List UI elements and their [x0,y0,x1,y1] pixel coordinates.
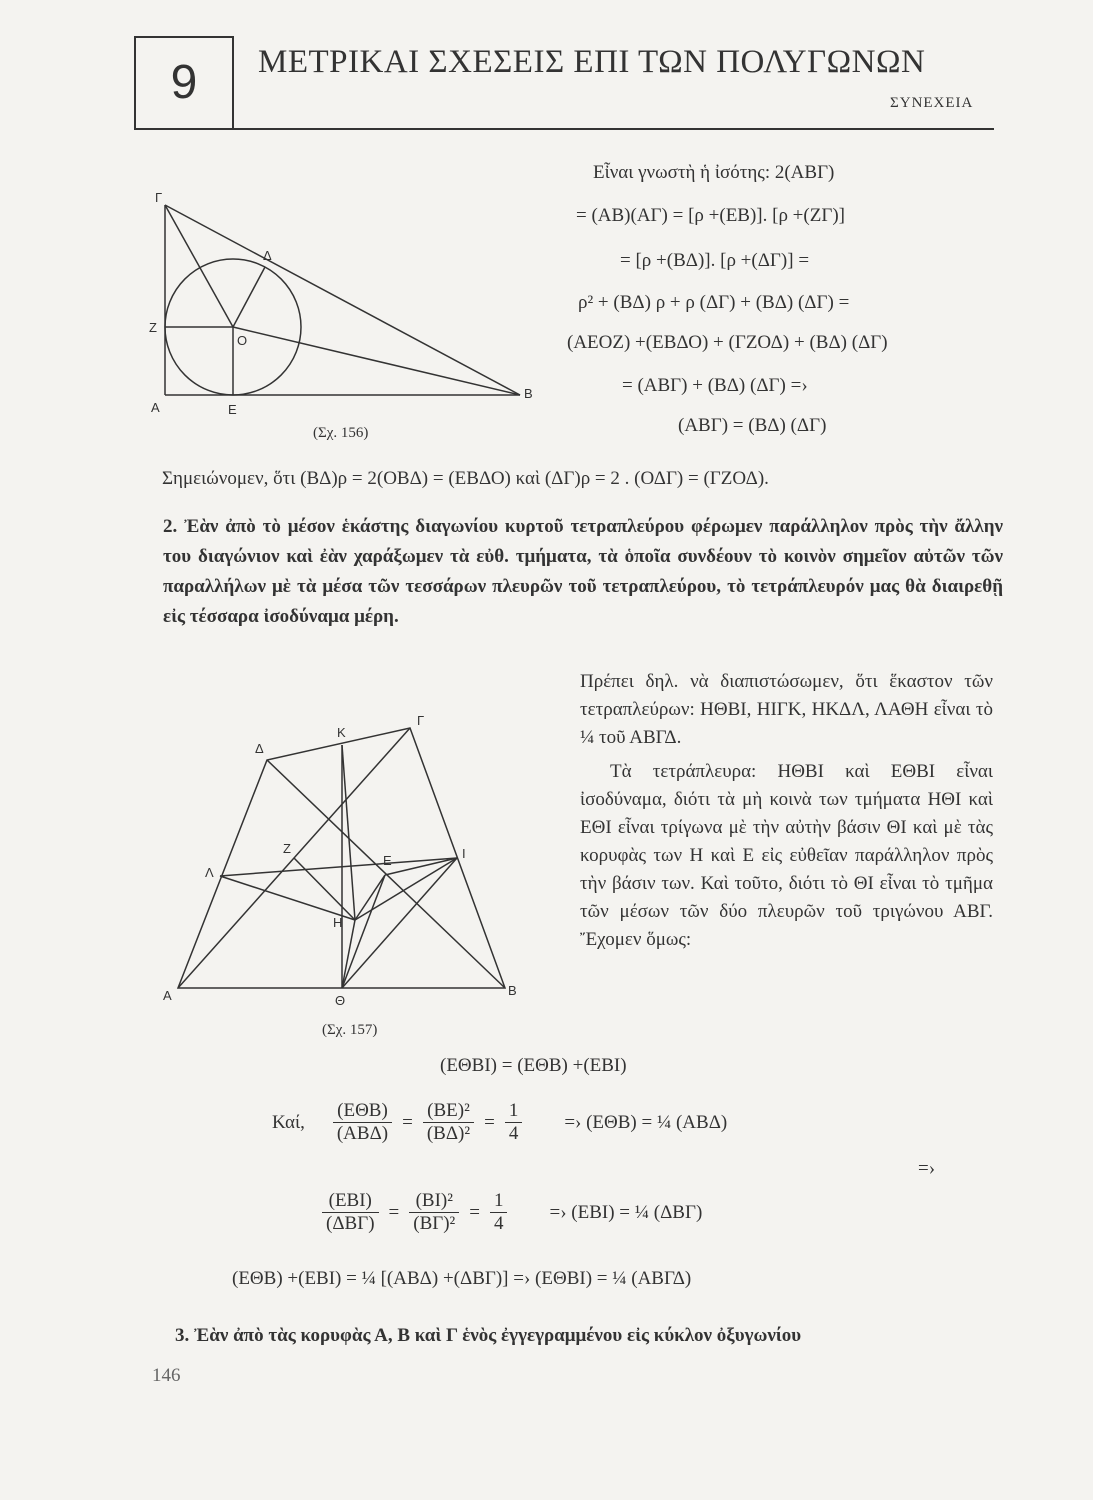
label-th: Θ [335,993,346,1008]
chapter-subtitle: ΣΥΝΕΧΕΙΑ [890,95,974,111]
label-a2: Α [163,988,172,1003]
section-2-paragraph-2: Τὰ τετράπλευρα: ΗΘΒΙ καὶ ΕΘΒΙ εἶναι ἰσοδύναμα, διότι τὰ μὴ κοινὰ των τμήματα ΗΘΙ καὶ ΕΘΙ εἶναι τρίγωνα μὲ τὴν αὐτὴν βάσιν ΘΙ καὶ μὲ τὰς κορυφὰς των Η καὶ Ε εἰς εὐθεῖαν παράλληλον πρὸς τὴν βάσιν των. Καὶ τοῦτο, διότι τὸ ΘΙ εἶναι τὸ τμῆμα τῶν μέσων τῶν δύο πλευρῶν τοῦ τριγώνου ΑΒΓ. Ἔχομεν ὅμως: [580,761,993,950]
label-a: Α [151,400,160,415]
caption-157: (Σχ. 157) [322,1022,378,1038]
radius-od [233,267,265,327]
eq-ratio-1: Καί, $\frac{\text{(ΕΘΒ)}}{\text{(ΑΒΔ)}}$ = $\frac{\text{(ΒΕ)²}}{\text{(ΒΔ)²}}$ = $\frac{1}{4}$ =› (ΕΘΒ) = ¼ (ΑΒΔ) [272,1100,728,1144]
eq-final: (ΕΘΒ) +(ΕΒΙ) = ¼ [(ΑΒΔ) +(ΔΒΓ)] =› (ΕΘΒΙ) = ¼ (ΑΒΓΔ) [232,1268,692,1289]
segment-hl [220,876,355,920]
header-rule [134,128,994,130]
fraction-ethb-abd: $\frac{\text{(ΕΘΒ)}}{\text{(ΑΒΔ)}}$ [333,1100,392,1145]
label-b2: Β [508,983,517,998]
eq-result-2: =› (ΕΒΙ) = ¼ (ΔΒΓ) [549,1201,703,1223]
eq-result-1: =› (ΕΘΒ) = ¼ (ΑΒΔ) [564,1111,728,1133]
fraction-one-quarter-1: $\frac{1}{4}$ [505,1100,523,1145]
segment-the [342,875,385,988]
label-z2: Ζ [283,841,291,856]
eq-line-3: = [ρ +(ΒΔ)]. [ρ +(ΔΓ)] = [620,250,810,271]
label-e2: Ε [383,853,392,868]
label-d2: Δ [255,741,264,756]
section-3-heading: 3. Ἐὰν ἀπὸ τὰς κορυφὰς Α, Β καὶ Γ ἑνὸς ἐγγεγραμμένου εἰς κύκλον ὀξυγωνίου [175,1325,802,1346]
chapter-number-box [134,36,234,130]
section-2-paragraph-1: Πρέπει δηλ. νὰ διαπιστώσωμεν, ὅτι ἕκαστον τῶν τετραπλεύρων: ΗΘΒΙ, ΗΙΓΚ, ΗΚΔΛ, ΛΑΘΗ εἶναι τὸ ¼ τοῦ ΑΒΓΔ. [580,671,993,748]
eq-ethbi-sum: (ΕΘΒΙ) = (ΕΘΒ) +(ΕΒΙ) [440,1055,627,1076]
label-g2: Γ [417,715,425,728]
figure-157 [155,715,535,1015]
bisector-b [233,327,520,395]
label-h: Η [333,915,343,930]
section-2-statement: 2. Ἐὰν ἀπὸ τὸ μέσον ἑκάστης διαγωνίου κυρτοῦ τετραπλεύρου φέρωμεν παράλληλον πρὸς τὴν ἄλλην του διαγώνιον καὶ ἐὰν χαράξωμεν τὰ εὐθ. τμήματα, τὰ ὁποῖα συνδέουν τὸ κοινὸν σημεῖον αὐτῶν τῶν παραλλήλων μὲ τὰ μέσα τῶν τεσσάρων πλευρῶν τοῦ τετραπλεύρου, τὸ τετράπλευρόν μας θὰ διαιρεθῇ εἰς τέσσαρα ἰσοδύναμα μέρη. [163,516,1003,627]
eq-line-2: = (ΑΒ)(ΑΓ) = [ρ +(ΕΒ)]. [ρ +(ΖΓ)] [576,205,845,226]
kai-word: Καί, [272,1111,305,1133]
fraction-bi-bg: $\frac{\text{(ΒΙ)²}}{\text{(ΒΓ)²}}$ [409,1190,459,1235]
label-z: Ζ [149,320,157,335]
label-d: Δ [263,248,272,263]
page-number: 146 [152,1365,181,1386]
section-2-text [580,668,993,954]
figure-156 [145,190,545,450]
label-e: Ε [228,402,237,417]
chapter-number: 9 [170,56,198,109]
chapter-title: ΜΕΤΡΙΚΑΙ ΣΧΕΣΕΙΣ ΕΠΙ ΤΩΝ ΠΟΛΥΓΩΝΩΝ [258,44,926,80]
label-l: Λ [205,865,214,880]
fraction-ebi-dbg: $\frac{\text{(ΕΒΙ)}}{\text{(ΔΒΓ)}}$ [322,1190,379,1235]
label-b: Β [524,386,533,401]
eq-line-1: Εἶναι γνωστὴ ἡ ἰσότης: 2(ΑΒΓ) [593,162,835,183]
fraction-be-bd: $\frac{\text{(ΒΕ)²}}{\text{(ΒΔ)²}}$ [423,1100,474,1145]
eq-line-5: (ΑΕΟΖ) +(ΕΒΔΟ) + (ΓΖΟΔ) + (ΒΔ) (ΔΓ) [567,332,888,353]
label-k: Κ [337,725,346,740]
eq-ratio-2: $\frac{\text{(ΕΒΙ)}}{\text{(ΔΒΓ)}}$ = $\frac{\text{(ΒΙ)²}}{\text{(ΒΓ)²}}$ = $\frac{1}{4}$ =› (ΕΒΙ) = ¼ (ΔΒΓ) [322,1190,702,1235]
segment-hk [342,745,355,920]
eq-line-6: = (ΑΒΓ) + (ΒΔ) (ΔΓ) =› [622,375,808,396]
note-line: Σημειώνομεν, ὅτι (ΒΔ)ρ = 2(ΟΒΔ) = (ΕΒΔΟ) καὶ (ΔΓ)ρ = 2 . (ΟΔΓ) = (ΓΖΟΔ). [162,468,769,489]
segment-hth [342,920,355,988]
eq-line-7: (ΑΒΓ) = (ΒΔ) (ΔΓ) [678,415,827,436]
segment-thi [342,858,457,988]
label-g: Γ [155,190,163,205]
segment-hi [355,858,457,920]
label-o: Ο [237,333,248,348]
fraction-one-quarter-2: $\frac{1}{4}$ [490,1190,508,1235]
eq-line-4: ρ² + (ΒΔ) ρ + ρ (ΔΓ) + (ΒΔ) (ΔΓ) = [578,292,850,313]
label-i: Ι [462,846,466,861]
caption-156: (Σχ. 156) [313,425,369,441]
implies-arrow: =› [918,1158,936,1179]
